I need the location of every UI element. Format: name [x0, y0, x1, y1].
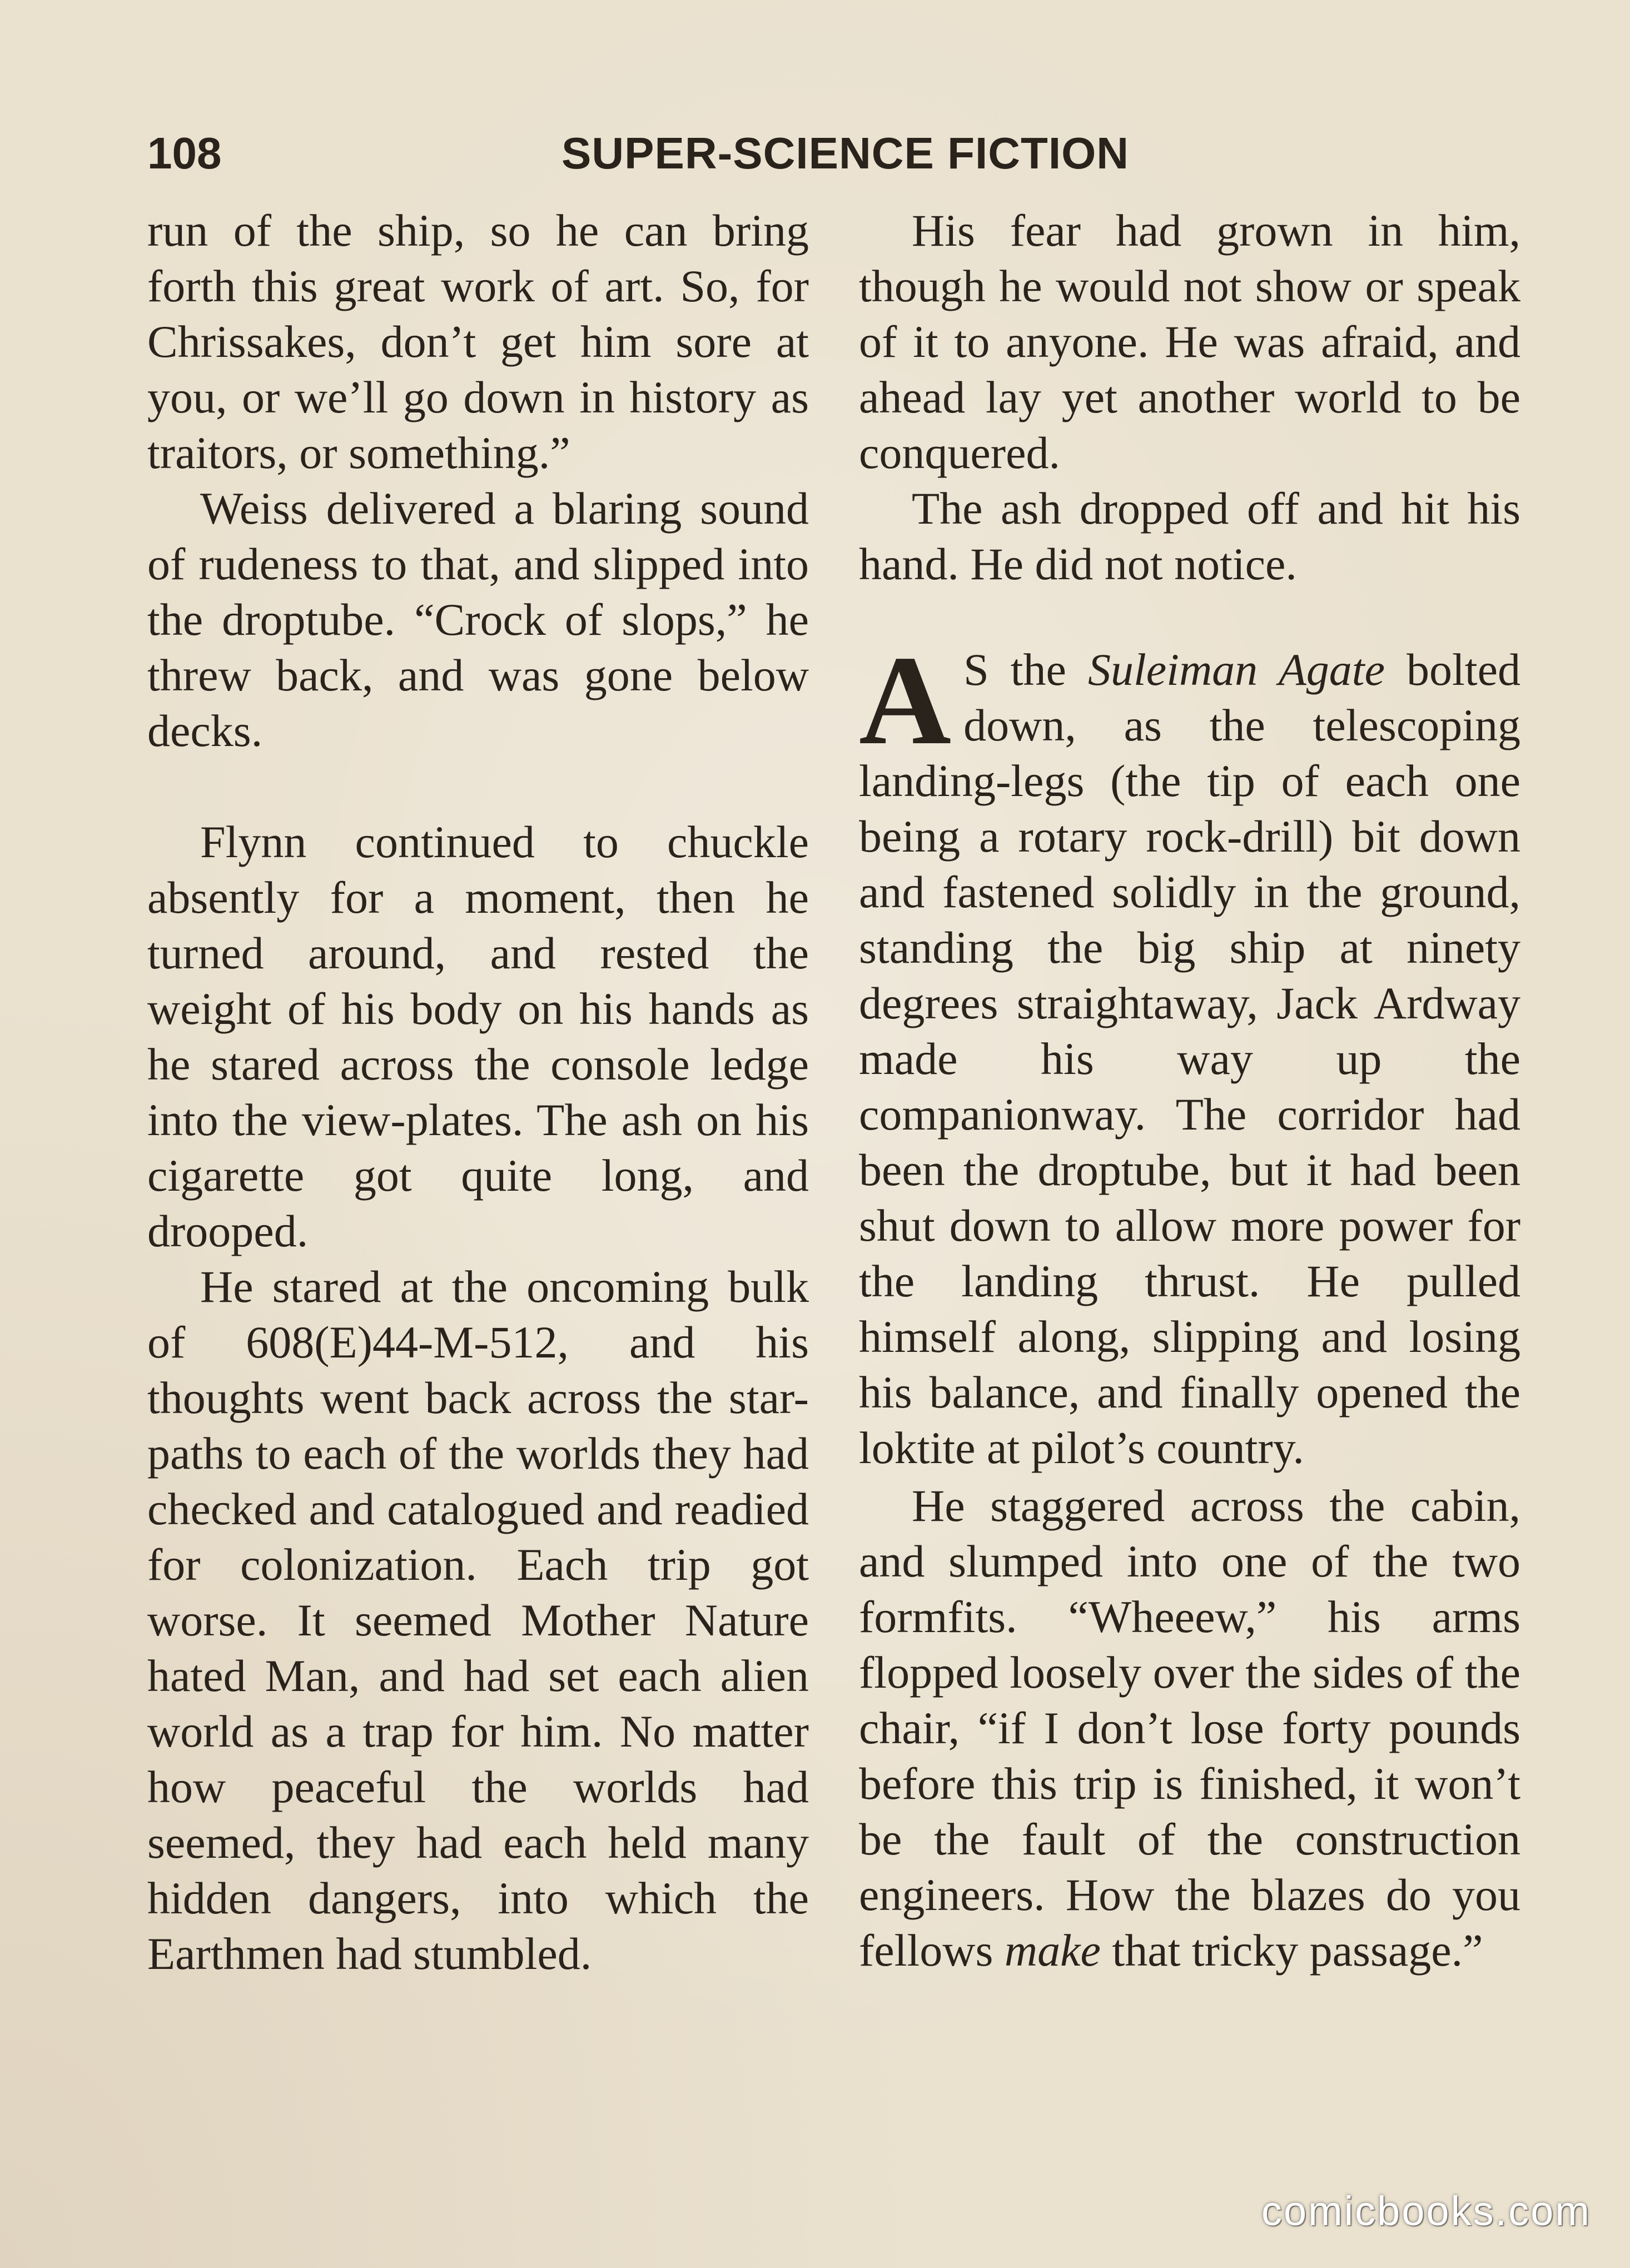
page-number: 108: [147, 128, 222, 178]
paragraph: The ash dropped off and hit his hand. He did not notice.: [859, 483, 1520, 589]
running-title: SUPER-SCIENCE FICTION: [561, 128, 1130, 178]
paragraph: Weiss delivered a blaring sound of rudeness to that, and slipped into the droptube. “Crock of slops,” he threw back, and was gone below decks.: [147, 483, 809, 756]
paragraph-text: that tricky passage.”: [1100, 1925, 1483, 1976]
right-column: [859, 203, 1520, 1978]
paragraph: His fear had grown in him, though he would not show or speak of it to anyone. He was afraid, and ahead lay yet another world to be conquered.: [859, 205, 1520, 478]
paragraph: Flynn continued to chuckle absently for a moment, then he turned around, and rested the weight of his body on his hands as he stared across the console ledge into the view-plates. The ash on his cigarette got quite long, and drooped.: [147, 817, 809, 1256]
paragraph-lead: S the: [963, 644, 1088, 695]
paragraph-text: bolted down, as the telescoping landing-legs (the tip of each one being a rotary rock-drill) bit down and fastened solidly in the ground, standing the big ship at ninety degrees straightaway, Jack Ardway made his way up the companionway. The corridor had been the droptube, but it had been shut down to allow more power for the landing thrust. He pulled himself along, slipping and losing his balance, and finally opened the loktite at pilot’s country.: [859, 644, 1520, 1473]
emphasis: make: [1004, 1925, 1101, 1976]
site-watermark: comicbooks.com: [1261, 2188, 1591, 2234]
drop-cap: A: [859, 629, 952, 771]
paragraph: run of the ship, so he can bring forth this great work of art. So, for Chrissakes, don’t get him sore at you, or we’ll go down in history as traitors, or something.”: [147, 205, 809, 478]
paragraph: He stared at the oncoming bulk of 608(E)44-M-512, and his thoughts went back across the star-paths to each of the worlds they had checked and catalogued and readied for colonization. Each trip got worse. It seemed Mother Nature hated Man, and had set each alien world as a trap for him. No matter how peaceful the worlds had seemed, they had each held many hidden dangers, into which the Earthmen had stumbled.: [147, 1261, 809, 1979]
left-column: [147, 203, 809, 1982]
paragraph: [859, 1478, 1520, 1978]
paragraph-text: He staggered across the cabin, and slumped into one of the two formfits. “Wheeew,” his arms flopped loosely over the sides of the chair, “if I don’t lose forty pounds before this trip is finished, it won’t be the fault of the construction engineers. How the blazes do you fellows: [859, 1480, 1520, 1976]
ship-name: Suleiman Agate: [1087, 644, 1385, 695]
page-header: [147, 128, 1630, 189]
section-opening-paragraph: [859, 629, 1520, 1476]
